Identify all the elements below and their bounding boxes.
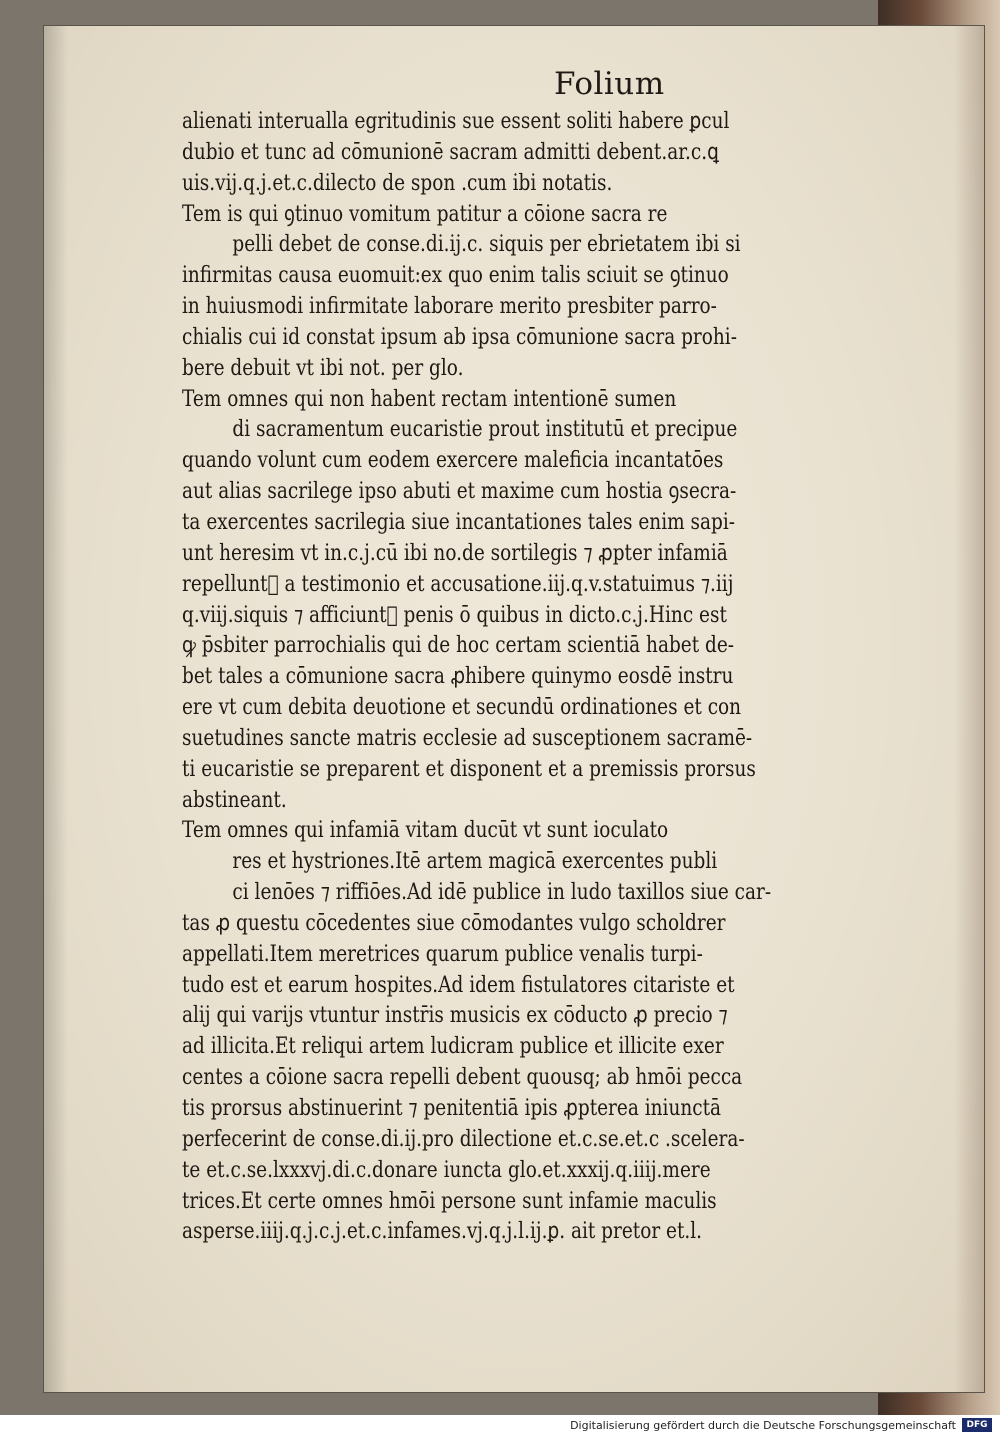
text-line: quando volunt cum eodem exercere maleficia incantatōes <box>182 448 724 474</box>
funding-credit: Digitalisierung gefördert durch die Deutsche Forschungsgemeinschaft <box>570 1419 956 1432</box>
text-line: asperse.iiij.q.j.c.j.et.c.infames.vj.q.j.l.ij.ꝑ. ait pretor et.l. <box>182 1219 703 1245</box>
text-line: perfecerint de conse.di.ij.pro dilectione et.c.se.et.c .scelera- <box>182 1126 745 1152</box>
text-line: in huiusmodi infirmitate laborare merito presbiter parro- <box>182 294 717 320</box>
folio-heading: Folium <box>554 66 665 102</box>
text-line: infirmitas causa euomuit:ex quo enim talis sciuit se ꝯtinuo <box>182 263 729 289</box>
text-line: di sacramentum eucaristie prout institutū et precipue <box>232 417 738 443</box>
text-line: tis prorsus abstinuerint ⁊ penitentiā ipis ꝓpterea iniunctā <box>182 1096 722 1121</box>
text-line: chialis cui id constat ipsum ab ipsa cōmunione sacra prohi- <box>182 324 737 350</box>
text-line: te et.c.se.lxxxvj.di.c.donare iuncta glo.et.xxxij.q.iiij.mere <box>182 1157 711 1183</box>
text-line: Tem is qui ꝯtinuo vomitum patitur a cōione sacra re <box>182 201 668 227</box>
text-line: abstineant. <box>182 787 287 813</box>
text-line: trices.Et certe omnes hmōi persone sunt infamie maculis <box>182 1188 717 1214</box>
text-block <box>182 107 882 1248</box>
text-line: ere vt cum debita deuotione et secundū ordinationes et con <box>182 695 742 721</box>
text-line: uis.vij.q.j.et.c.dilecto de spon .cum ibi notatis. <box>182 170 613 196</box>
text-line: unt heresim vt in.c.j.cū ibi no.de sortilegis ⁊ ꝓpter infamiā <box>182 540 728 566</box>
text-line: Tem omnes qui non habent rectam intentionē sumen <box>182 386 677 412</box>
text-line: tas ꝓ questu cōcedentes siue cōmodantes vulgo scholdrer <box>182 910 726 936</box>
text-line: ci lenōes ⁊ riffiōes.Ad idē publice in ludo taxillos siue car- <box>232 880 772 906</box>
text-line: repellunt᷑ a testimonio et accusatione.iij.q.v.statuimus ⁊.iij <box>182 571 734 597</box>
text-line: dubio et tunc ad cōmunionē sacram admitti debent.ar.c.ꝗ <box>182 139 719 165</box>
text-line: pelli debet de conse.di.ij.c. siquis per ebrietatem ibi si <box>232 232 741 258</box>
text-line: tudo est et earum hospites.Ad idem fistulatores citariste et <box>182 972 735 998</box>
gutter-shadow <box>44 26 68 1392</box>
text-line: bet tales a cōmunione sacra ꝓhibere quinymo eosdē instru <box>182 664 734 690</box>
footer-bar <box>0 1415 1000 1437</box>
text-line: Tem omnes qui infamiā vitam ducūt vt sunt ioculato <box>182 818 669 844</box>
text-line: ad illicita.Et reliqui artem ludicram publice et illicite exer <box>182 1034 724 1060</box>
text-line: q.viij.siquis ⁊ afficiunt᷑ penis ō quibus in dicto.c.j.Hinc est <box>182 602 727 628</box>
text-line: alij qui varijs vtuntur instr̄is musicis ex cōducto ꝓ precio ⁊ <box>182 1003 728 1029</box>
text-line: centes a cōione sacra repelli debent quousq; ab hmōi pecca <box>182 1065 743 1091</box>
book-page <box>44 26 984 1392</box>
text-line: aut alias sacrilege ipso abuti et maxime cum hostia ꝯsecra- <box>182 479 737 505</box>
text-line: appellati.Item meretrices quarum publice venalis turpi- <box>182 941 703 967</box>
text-line: ti eucaristie se preparent et disponent et a premissis prorsus <box>182 756 756 782</box>
text-line: res et hystriones.Itē artem magicā exercentes publi <box>232 849 718 875</box>
text-line: bere debuit vt ibi not. per glo. <box>182 355 464 381</box>
text-line: suetudines sancte matris ecclesie ad susceptionem sacramē- <box>182 725 753 751</box>
text-line: ta exercentes sacrilegia siue incantationes tales enim sapi- <box>182 509 736 535</box>
text-line: alienati interualla egritudinis sue essent soliti habere ꝑcul <box>182 109 730 134</box>
edge-shadow <box>954 26 984 1392</box>
dfg-logo: DFG <box>962 1418 992 1432</box>
text-line: ꝙ p̄sbiter parrochialis qui de hoc certam scientiā habet de- <box>182 633 735 659</box>
